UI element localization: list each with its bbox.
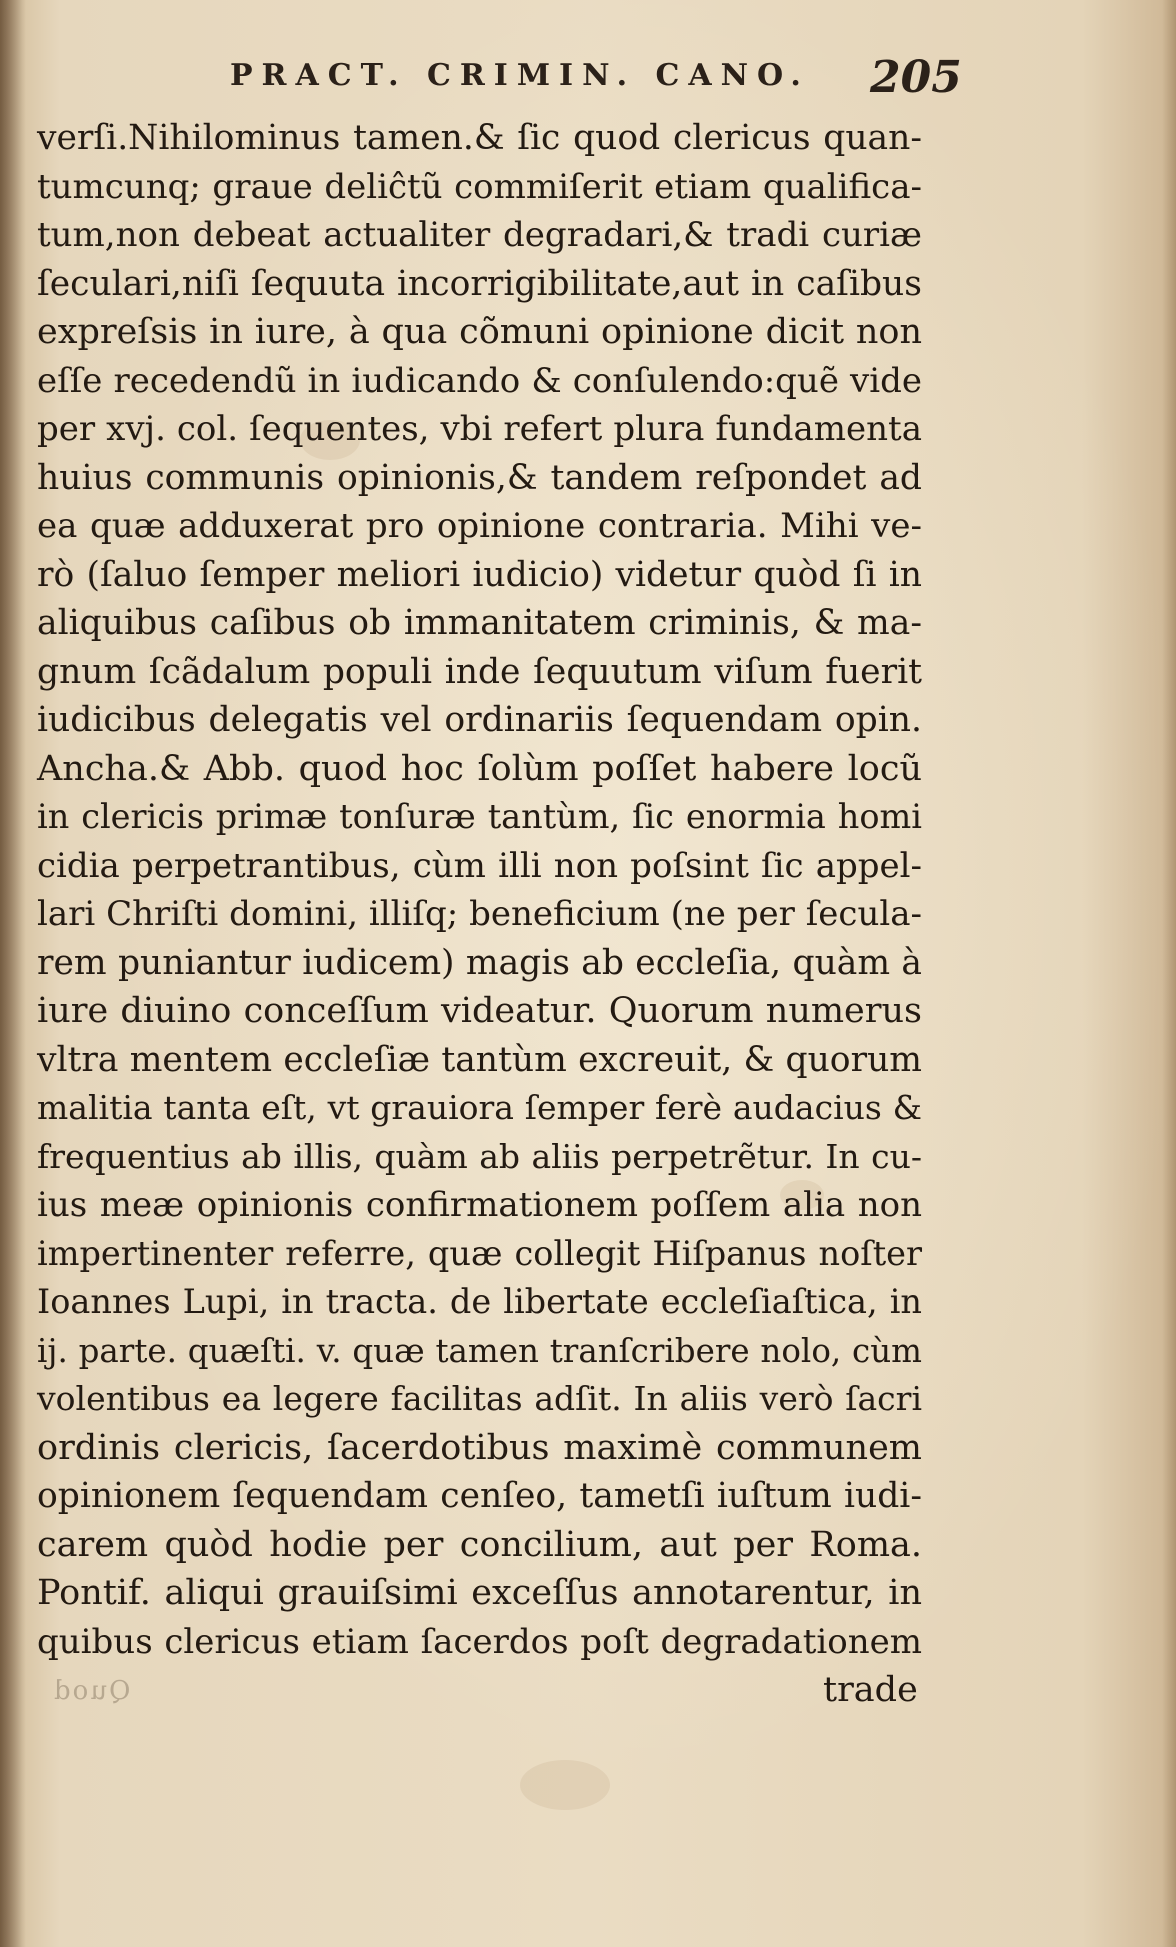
text-line: in clericis primæ tonſuræ tantùm, ſic enormia homi — [37, 797, 922, 836]
text-line: ordinis clericis, ſacerdotibus maximè communem — [37, 1427, 922, 1468]
catchword: trade — [823, 1670, 918, 1710]
text-line: lari Chriſti domini, illiſq; beneficium (ne per ſecula- — [37, 894, 922, 934]
page-number: 205 — [870, 52, 962, 103]
body-text — [37, 114, 922, 1666]
text-line: iudicibus delegatis vel ordinariis ſequendam opin. — [37, 700, 922, 740]
text-line: opinionem ſequendam cenſeo, tametſi iuſtum iudi- — [37, 1476, 922, 1516]
text-line: verſi.Nihilominus tamen.& ſic quod clericus quan- — [37, 118, 922, 158]
text-line: expreſsis in iure, à qua cõmuni opinione dicit non — [37, 312, 922, 352]
text-line: tum,non debeat actualiter degradari,& tradi curiæ — [37, 215, 922, 255]
text-line: rò (ſaluo ſemper meliori iudicio) videtur quòd ſi in — [37, 554, 922, 595]
text-line: Ancha.& Abb. quod hoc ſolùm poſſet habere locũ — [37, 748, 922, 789]
text-line: huius communis opinionis,& tandem reſpondet ad — [37, 457, 922, 498]
text-line: volentibus ea legere facilitas adſit. In aliis verò ſacri — [37, 1379, 922, 1418]
text-line: frequentius ab illis, quàm ab aliis perpetrẽtur. In cu- — [37, 1136, 922, 1176]
text-line: iure diuino conceſſum videatur. Quorum numerus — [37, 991, 922, 1031]
running-head: PRACT. CRIMIN. CANO. — [230, 58, 810, 93]
text-line: tumcunq; graue deliĉtũ commiſerit etiam qualifica- — [37, 166, 922, 207]
text-line: ij. parte. quæſti. v. quæ tamen tranſcribere nolo, cùm — [37, 1331, 922, 1370]
text-line: gnum ſcãdalum populi inde ſequutum viſum fuerit — [37, 651, 922, 692]
text-line: Ioannes Lupi, in tracta. de libertate eccleſiaſtica, in — [37, 1282, 922, 1321]
text-line: cidia perpetrantibus, cùm illi non poſsint ſic appel- — [37, 845, 922, 886]
text-line: impertinenter referre, quæ collegit Hiſpanus noſter — [37, 1233, 922, 1273]
page-edge — [1162, 0, 1176, 1947]
text-line: carem quòd hodie per concilium, aut per Roma. — [37, 1524, 922, 1565]
text-line: rem puniantur iudicem) magis ab eccleſia, quàm à — [37, 942, 922, 983]
text-line: eſſe recedendũ in iudicando & conſulendo:quẽ vide — [37, 360, 922, 401]
text-line: per xvj. col. ſequentes, vbi refert plura fundamenta — [37, 409, 922, 449]
text-line: quibus clericus etiam ſacerdos poſt degradationem — [37, 1621, 922, 1662]
paper-stain — [520, 1760, 610, 1810]
bleed-through-text: Quod — [52, 1676, 131, 1706]
text-line: ſeculari,niſi ſequuta incorrigibilitate,aut in caſibus — [37, 263, 922, 304]
text-line: vltra mentem eccleſiæ tantùm excreuit, & quorum — [37, 1039, 922, 1080]
text-line: malitia tanta eſt, vt grauiora ſemper ferè audacius & — [37, 1088, 922, 1127]
text-line: ius meæ opinionis confirmationem poſſem alia non — [37, 1185, 922, 1225]
text-line: ea quæ adduxerat pro opinione contraria. Mihi ve- — [37, 506, 922, 546]
text-line: Pontif. aliqui grauiſsimi exceſſus annotarentur, in — [37, 1573, 922, 1613]
text-line: aliquibus caſibus ob immanitatem criminis, & ma- — [37, 603, 922, 643]
spine-shadow — [0, 0, 26, 1947]
page-header — [170, 52, 970, 112]
